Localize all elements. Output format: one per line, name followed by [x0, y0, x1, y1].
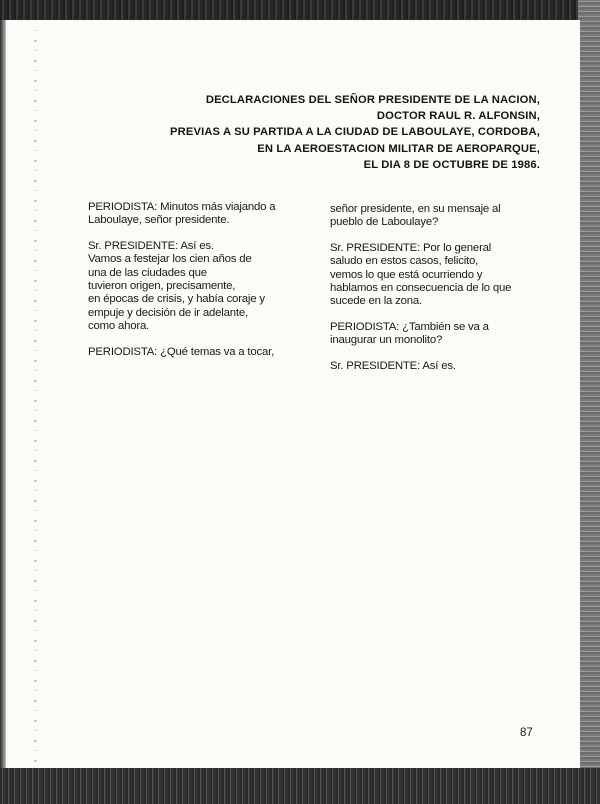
scan-border-right	[578, 0, 600, 804]
dialogue-paragraph: Sr. PRESIDENTE: Así es. Vamos a festejar los cien años de una de las ciudades que tuvieron origen, precisamente, en épocas de crisis, y había coraje y empuje y decisión de ir adelante, como ahora.	[88, 239, 265, 333]
page-number: 87	[520, 727, 533, 739]
header-line: PREVIAS A SU PARTIDA A LA CIUDAD DE LABOULAYE, CORDOBA,	[170, 126, 540, 139]
binding-shadow	[0, 20, 6, 772]
document-page	[0, 20, 580, 772]
dialogue-paragraph: Sr. PRESIDENTE: Por lo general saludo en estos casos, felicito, vemos lo que está ocurriendo y hablamos en consecuencia de lo que sucede en la zona.	[330, 241, 512, 308]
dialogue-paragraph: PERIODISTA: ¿Qué temas va a tocar,	[88, 345, 275, 358]
page-edge-marks	[34, 30, 37, 770]
document-header	[120, 92, 540, 173]
dialogue-paragraph: señor presidente, en su mensaje al pueblo de Laboulaye?	[330, 203, 501, 229]
dialogue-paragraph: Sr. PRESIDENTE: Así es.	[330, 359, 456, 372]
right-column	[330, 203, 560, 385]
header-line: DECLARACIONES DEL SEÑOR PRESIDENTE DE LA NACION,	[205, 94, 540, 106]
header-line: DOCTOR RAUL R. ALFONSIN,	[376, 110, 540, 123]
header-line: EN LA AEROESTACION MILITAR DE AEROPARQUE,	[257, 142, 540, 155]
scan-border-bottom	[0, 768, 600, 804]
header-line: EL DIA 8 DE OCTUBRE DE 1986.	[363, 158, 540, 171]
left-column	[88, 201, 310, 371]
dialogue-paragraph: PERIODISTA: ¿También se va a inaugurar un monolito?	[330, 320, 489, 347]
dialogue-paragraph: PERIODISTA: Minutos más viajando a Laboulaye, señor presidente.	[88, 201, 276, 227]
